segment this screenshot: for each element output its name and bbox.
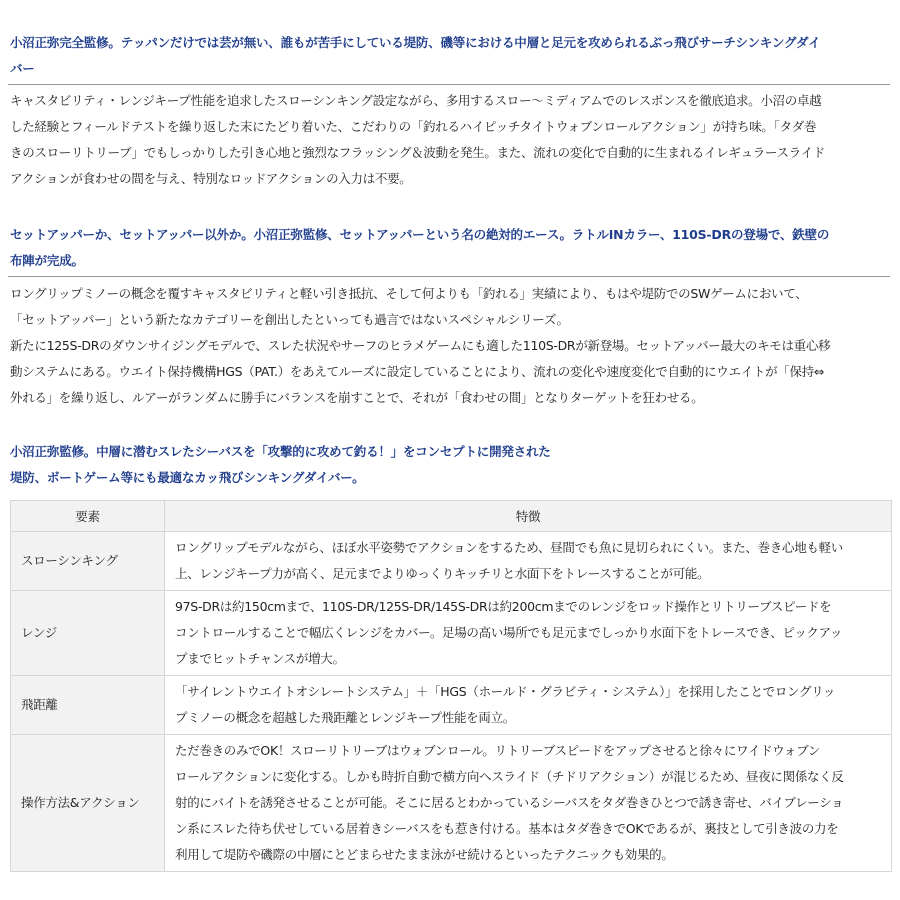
table-row xyxy=(11,735,892,872)
table-header-key: 要素 xyxy=(11,501,165,532)
feature-value-line: ロールアクションに変化する。しかも時折自動で横方向へスライド（チドリアクション）が混じるため、昼夜に関係なく反 xyxy=(175,769,844,784)
section2-divider xyxy=(8,276,890,277)
table-row xyxy=(11,676,892,735)
section3-heading xyxy=(8,439,553,491)
feature-value-line: ただ巻きのみでOK！スローリトリーブはウォブンロール。リトリーブスピードをアップさせると徐々にワイドウォブン xyxy=(175,743,821,758)
section1-body-line: きのスローリトリーブ」でもしっかりした引き心地と強烈なフラッシング＆波動を発生。また、流れの変化で自動的に生まれるイレギュラースライド xyxy=(10,145,825,160)
feature-value-line: 「サイレントウエイトオシレートシステム」＋「HGS（ホールド・グラビティ・システム）」を採用したことでロングリッ xyxy=(175,684,836,699)
section2-body-line: 外れる」を繰り返し、ルアーがランダムに勝手にバランスを崩すことで、それが「食わせの間」となりターゲットを狂わせる。 xyxy=(10,390,704,405)
feature-table xyxy=(10,500,892,872)
table-header-value: 特徴 xyxy=(165,501,892,532)
section1-divider xyxy=(8,84,890,85)
section1-heading-line: 小沼正弥完全監修。テッパンだけでは芸が無い、誰もが苦手にしている堤防、磯等における中層と足元を攻められるぶっ飛びサーチシンキングダイ xyxy=(10,35,821,50)
section1-body xyxy=(8,88,827,192)
feature-key: スローシンキング xyxy=(11,532,165,591)
feature-value-line: 射的にバイトを誘発させることが可能。そこに居るとわかっているシーバスをタダ巻きひとつで誘き寄せ、バイブレーショ xyxy=(175,795,844,810)
feature-value xyxy=(165,591,892,676)
feature-key: 飛距離 xyxy=(11,676,165,735)
feature-value-line: ロングリップモデルながら、ほぼ水平姿勢でアクションをするため、昼間でも魚に見切られにくい。また、巻き心地も軽い xyxy=(175,540,844,555)
feature-key: 操作方法&アクション xyxy=(11,735,165,872)
section1-body-line: キャスタビリティ・レンジキープ性能を追求したスローシンキング設定ながら、多用するスロー～ミディアムでのレスポンスを徹底追求。小沼の卓越 xyxy=(10,93,822,108)
feature-value-line: 上、レンジキープ力が高く、足元までよりゆっくりキッチリと水面下をトレースすることが可能。 xyxy=(175,566,710,581)
section2-body-line: 新たに125S-DRのダウンサイジングモデルで、スレた状況やサーフのヒラメゲームにも適した110S-DRが新登場。セットアッパー最大のキモは重心移 xyxy=(10,338,831,353)
feature-value xyxy=(165,676,892,735)
table-header-row xyxy=(11,501,892,532)
section3-heading-line: 堤防、ボートゲーム等にも最適なカッ飛びシンキングダイバー。 xyxy=(10,470,365,485)
feature-value xyxy=(165,735,892,872)
section2-heading xyxy=(8,222,831,274)
feature-value-line: 利用して堤防や磯際の中層にとどまらせたまま泳がせ続けるといったテクニックも効果的。 xyxy=(175,847,674,862)
section1-heading xyxy=(8,30,822,82)
feature-value-line: コントロールすることで幅広くレンジをカバー。足場の高い場所でも足元までしっかり水面下をトレースでき、ピックアッ xyxy=(175,625,843,640)
section3-heading-line: 小沼正弥監修。中層に潜むスレたシーバスを「攻撃的に攻めて釣る！」をコンセプトに開発された xyxy=(10,444,551,459)
section2-body xyxy=(8,281,832,411)
feature-value xyxy=(165,532,892,591)
section1-body-line: した経験とフィールドテストを繰り返した末にたどり着いた、こだわりの「釣れるハイピッチタイトウォブンロールアクション」が持ち味。「タダ巻 xyxy=(10,119,817,134)
feature-value-line: プまでヒットチャンスが増大。 xyxy=(175,651,345,666)
section1-heading-line: バー xyxy=(10,61,35,76)
section2-heading-line: セットアッパーか、セットアッパー以外か。小沼正弥監修、セットアッパーという名の絶対的エース。ラトルINカラー、110S-DRの登場で、鉄壁の xyxy=(10,227,830,242)
table-row xyxy=(11,591,892,676)
table-row xyxy=(11,532,892,591)
feature-key: レンジ xyxy=(11,591,165,676)
section1-body-line: アクションが食わせの間を与え、特別なロッドアクションの入力は不要。 xyxy=(10,171,412,186)
feature-value-line: プミノーの概念を超越した飛距離とレンジキープ性能を両立。 xyxy=(175,710,515,725)
section2-heading-line: 布陣が完成。 xyxy=(10,253,84,268)
section2-body-line: 動システムにある。ウエイト保持機構HGS（PAT.）をあえてルーズに設定していることにより、流れの変化や速度変化で自動的にウエイトが「保持⇔ xyxy=(10,364,825,379)
section2-body-line: ロングリップミノーの概念を覆すキャスタビリティと軽い引き抵抗、そして何よりも「釣れる」実績により、もはや堤防でのSWゲームにおいて、 xyxy=(10,286,808,301)
feature-value-line: 97S-DRは約150cmまで、110S-DR/125S-DR/145S-DRは約200cmまでのレンジをロッド操作とリトリーブスピードを xyxy=(175,599,832,614)
section2-body-line: 「セットアッパー」という新たなカテゴリーを創出したといっても過言ではないスペシャルシリーズ。 xyxy=(10,312,569,327)
feature-value-line: ン系にスレた待ち伏せしている居着きシーバスをも惹き付ける。基本はタダ巻きでOKであるが、裏技として引き波の力を xyxy=(175,821,839,836)
